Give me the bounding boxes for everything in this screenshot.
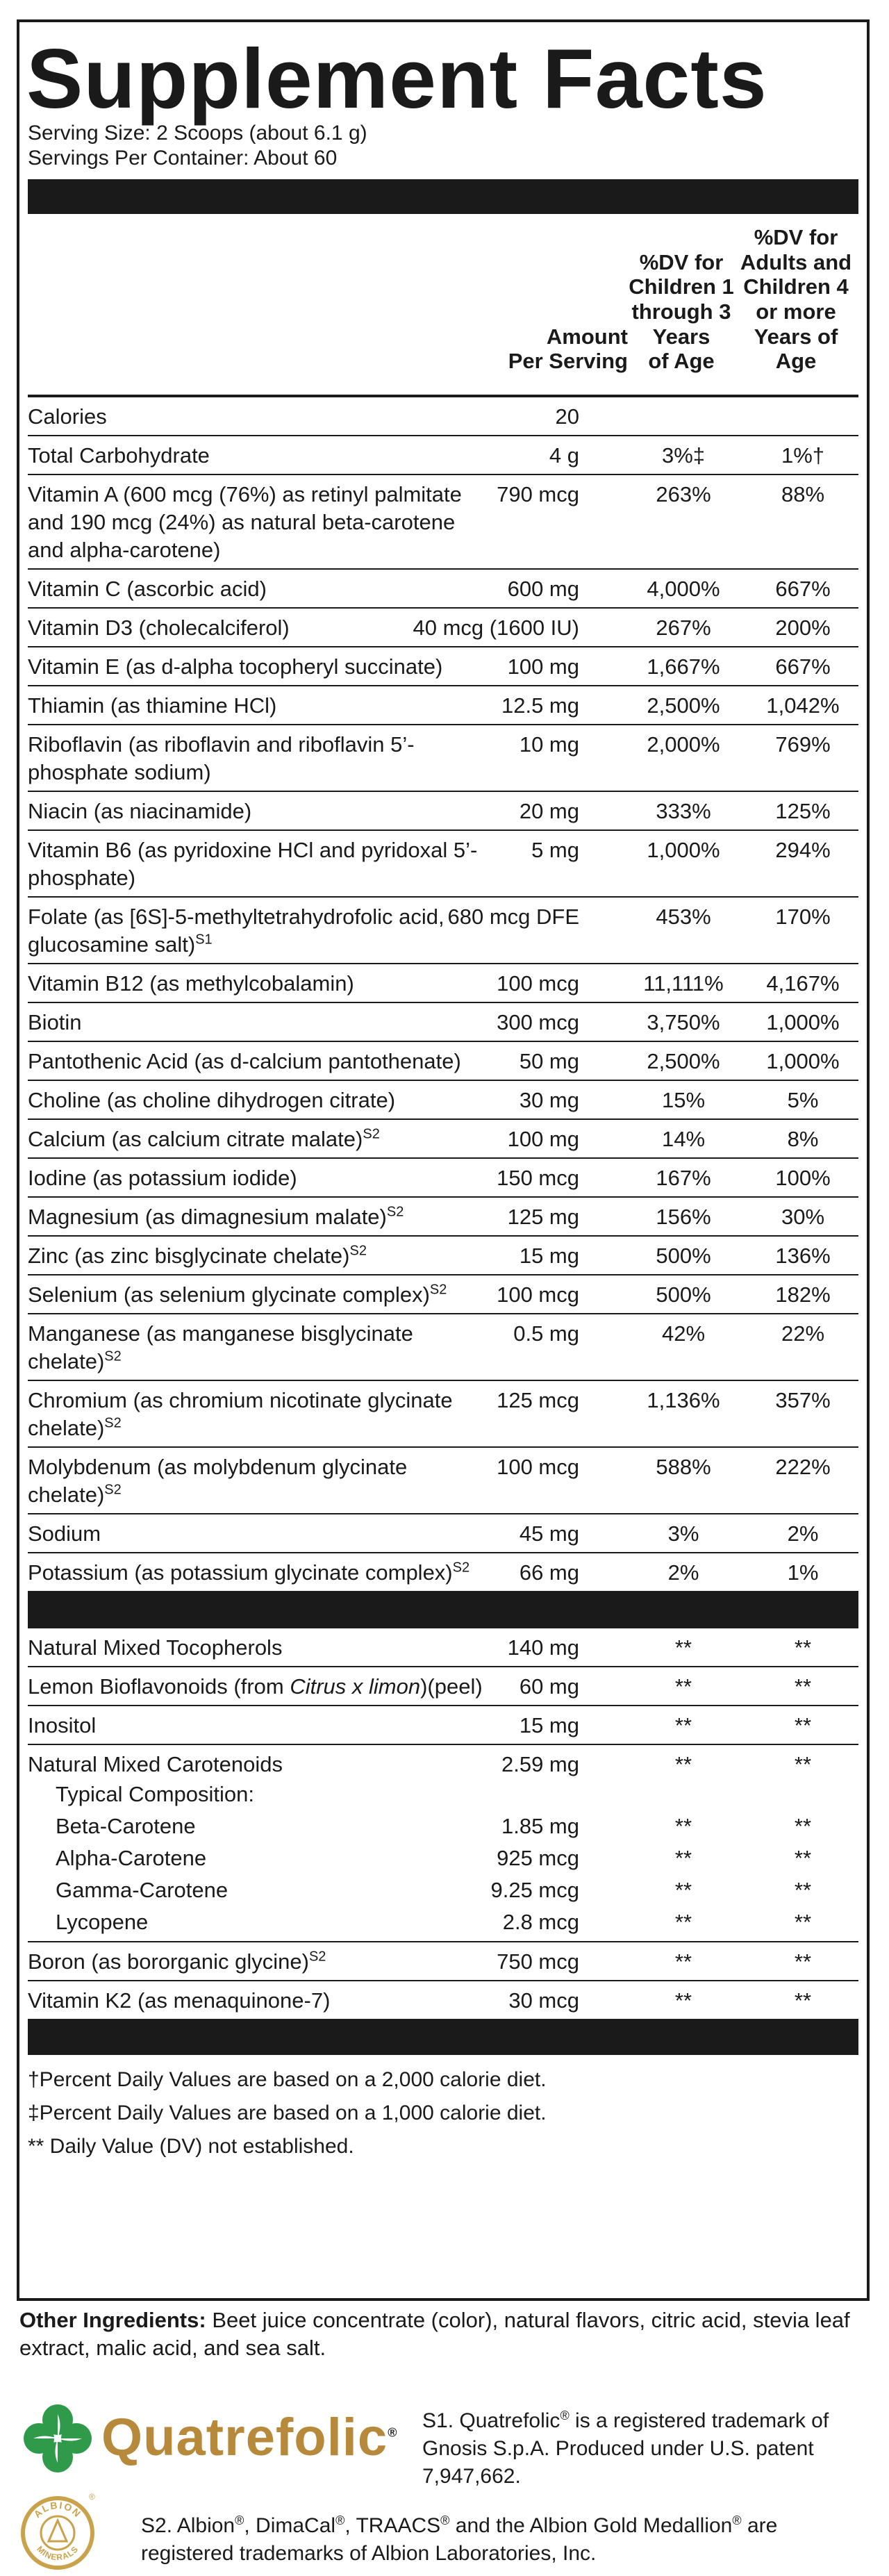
table-row — [28, 685, 858, 724]
table-row: Vitamin K2 (as menaquinone-7) 30 mcg ** ** — [28, 1980, 858, 2019]
dv-children: 3%‡ — [661, 443, 706, 468]
table-row: Boron (as bororganic glycine)$^{S2}$ 750 mcg ** ** — [28, 1941, 858, 1980]
nutrient-name: Riboflavin (as riboflavin and riboflavin 5’-phosphate sodium) — [28, 732, 415, 784]
footnote: ‡Percent Daily Values are based on a 1,000 calorie diet. — [28, 2102, 547, 2124]
nutrient-amount: 50 mg — [519, 1049, 579, 1073]
supplement-facts-panel — [17, 19, 870, 2301]
nutrient-name: Calcium (as calcium citrate malate)$^{S2}$ — [28, 1126, 380, 1151]
nutrient-amount: 5 mg — [531, 838, 579, 862]
nutrient-name: Vitamin B6 (as pyridoxine HCl and pyridoxal 5’-phosphate) — [28, 838, 478, 890]
other-ingredients-text: Beet juice concentrate (color), natural flavors, citric acid, stevia leaf extract, malic acid, and sea salt. — [19, 2308, 850, 2360]
nutrient-name: Manganese (as manganese bisglycinate chelate)$^{S2}$ — [28, 1321, 413, 1373]
nutrient-amount: 600 mg — [507, 577, 579, 601]
nutrient-name: Calories — [28, 404, 107, 429]
table-row — [28, 829, 858, 896]
nutrient-name: Thiamin (as thiamine HCl) — [28, 693, 277, 718]
dv-adults: 357% — [775, 1388, 831, 1412]
dv-children: 2% — [667, 1560, 699, 1585]
nutrient-name: Biotin — [28, 1010, 82, 1034]
nutrient-name: Vitamin D3 (cholecalciferol) — [28, 616, 290, 640]
nutrient-amount: 100 mcg — [497, 971, 579, 996]
thick-divider — [28, 179, 858, 214]
nutrient-amount: 30 mg — [519, 1088, 579, 1112]
table-row — [28, 724, 858, 791]
nutrient-name: Molybdenum (as molybdenum glycinate chelate)$^{S2}$ — [28, 1455, 408, 1507]
composition-row: Beta-Carotene 1.85 mg ** ** — [56, 1814, 812, 1838]
dv-children: 500% — [656, 1282, 711, 1307]
table-row — [28, 646, 858, 685]
footnotes — [28, 2063, 858, 2163]
table-row — [28, 1313, 858, 1380]
nutrient-amount: 45 mg — [519, 1521, 579, 1546]
table-row — [28, 1513, 858, 1552]
dv-adults: 100% — [775, 1166, 831, 1190]
dv-adults: 1% — [787, 1560, 819, 1585]
table-row — [28, 1274, 858, 1313]
dv-adults: 182% — [775, 1282, 831, 1307]
dv-adults: 88% — [781, 482, 825, 506]
table-row: Inositol 15 mg ** ** — [28, 1705, 858, 1744]
nutrient-amount: 20 — [555, 404, 579, 429]
nutrient-name: Niacin (as niacinamide) — [28, 799, 252, 823]
thick-divider — [28, 2019, 858, 2055]
table-row — [28, 1552, 858, 1591]
dv-children: 1,136% — [647, 1388, 720, 1412]
dv-children: 167% — [656, 1166, 711, 1190]
dv-children: 15% — [661, 1088, 706, 1112]
dv-adults: 1,042% — [766, 693, 840, 718]
table-row — [28, 1002, 858, 1041]
dv-children: 453% — [656, 905, 711, 929]
nutrient-name: Vitamin A (600 mcg (76%) as retinyl palmitate and 190 mcg (24%) as natural beta-carotene and alpha-carotene) — [28, 482, 462, 562]
dv-adults: 30% — [781, 1205, 825, 1229]
dv-children: 156% — [656, 1205, 711, 1229]
column-header — [28, 214, 858, 395]
nutrient-amount: 40 mcg (1600 IU) — [413, 616, 579, 640]
header-amount: Amount Per Serving — [508, 324, 628, 374]
table-row — [28, 896, 858, 963]
table-row — [28, 1196, 858, 1235]
nutrient-amount: 15 mg — [519, 1244, 579, 1268]
table-row-carotenoids: Natural Mixed Carotenoids 2.59 mg ** ** Typical Composition: Beta-Carotene 1.85 mg ** ** Alpha-Carotene 925 mcg ** ** Gamma-Carotene 9.25 mcg ** ** Lycopene 2.8 mcg ** ** — [28, 1744, 858, 1941]
nutrient-amount: 100 mcg — [497, 1282, 579, 1307]
table-row — [28, 963, 858, 1002]
nutrient-name: Zinc (as zinc bisglycinate chelate)$^{S2}$ — [28, 1243, 367, 1268]
nutrient-name: Selenium (as selenium glycinate complex)$^{S2}$ — [28, 1282, 447, 1307]
albion-note: S2. Albion®, DimaCal®, TRAACS® and the Albion Gold Medallion® are registered trademarks of Albion Laboratories, Inc. — [141, 2513, 778, 2565]
other-nutrient-table — [28, 1626, 858, 2019]
dv-children: 2,500% — [647, 1049, 720, 1073]
thick-divider — [28, 1591, 858, 1626]
dv-adults: 22% — [781, 1321, 825, 1346]
nutrient-amount: 150 mcg — [497, 1166, 579, 1190]
serving-size: Serving Size: 2 Scoops (about 6.1 g) — [28, 122, 367, 145]
panel-title: Supplement Facts — [26, 31, 767, 126]
header-dv-children: %DV for Children 1 through 3 Years of Age — [629, 249, 734, 374]
dv-adults: 1,000% — [766, 1049, 840, 1073]
table-row — [28, 568, 858, 607]
composition-row: Gamma-Carotene 9.25 mcg ** ** — [56, 1878, 812, 1902]
dv-children: 267% — [656, 616, 711, 640]
albion-medallion-icon — [19, 2493, 96, 2570]
quatrefolic-wordmark: Quatrefolic® — [101, 2408, 398, 2467]
svg-text:®: ® — [89, 2493, 95, 2502]
nutrient-name: Pantothenic Acid (as d-calcium pantothenate) — [28, 1049, 461, 1073]
dv-adults: 2% — [787, 1521, 819, 1546]
dv-adults: 125% — [775, 799, 831, 823]
servings-per-container: Servings Per Container: About 60 — [28, 147, 338, 170]
table-row — [28, 1118, 858, 1157]
header-dv-adults: %DV for Adults and Children 4 or more Years of Age — [740, 225, 852, 374]
dv-adults: 1%† — [781, 443, 825, 468]
nutrient-name: Folate (as [6S]-5-methyltetrahydrofolic acid, glucosamine salt)$^{S1}$ — [28, 905, 444, 957]
quatrefolic-note: S1. Quatrefolic® is a registered trademark of Gnosis S.p.A. Produced under U.S. patent 7,947,662. — [422, 2409, 829, 2488]
nutrient-amount: 125 mcg — [497, 1388, 579, 1412]
nutrient-name: Vitamin C (ascorbic acid) — [28, 577, 267, 601]
table-row — [28, 1041, 858, 1080]
dv-children: 4,000% — [647, 577, 720, 601]
dv-adults: 294% — [775, 838, 831, 862]
svg-text:ALBION: ALBION — [31, 2499, 84, 2520]
dv-adults: 4,167% — [766, 971, 840, 996]
dv-children: 42% — [661, 1321, 706, 1346]
nutrient-name: Choline (as choline dihydrogen citrate) — [28, 1088, 396, 1112]
nutrient-name: Sodium — [28, 1521, 101, 1546]
table-row — [28, 1157, 858, 1196]
nutrient-amount: 0.5 mg — [513, 1321, 579, 1346]
nutrient-name: Magnesium (as dimagnesium malate)$^{S2}$ — [28, 1204, 404, 1229]
dv-children: 1,000% — [647, 838, 720, 862]
other-ingredients — [19, 2306, 874, 2362]
nutrient-amount: 10 mg — [519, 732, 579, 757]
table-row: Natural Mixed Tocopherols 140 mg ** ** — [28, 1626, 858, 1666]
table-row — [28, 791, 858, 829]
nutrient-amount: 12.5 mg — [501, 693, 579, 718]
dv-children: 2,000% — [647, 732, 720, 757]
table-row — [28, 474, 858, 568]
nutrient-name: Total Carbohydrate — [28, 443, 210, 468]
dv-children: 3% — [667, 1521, 699, 1546]
table-row — [28, 1235, 858, 1274]
nutrient-amount: 100 mcg — [497, 1455, 579, 1479]
nutrient-name: Vitamin E (as d-alpha tocopheryl succinate) — [28, 654, 443, 679]
dv-children: 3,750% — [647, 1010, 720, 1034]
nutrient-amount: 100 mg — [507, 654, 579, 679]
nutrient-name: Iodine (as potassium iodide) — [28, 1166, 297, 1190]
table-row — [28, 1446, 858, 1513]
dv-adults: 200% — [775, 616, 831, 640]
other-ingredients-label: Other Ingredients: — [19, 2308, 206, 2332]
dv-adults: 170% — [775, 905, 831, 929]
dv-adults: 769% — [775, 732, 831, 757]
table-row: Lemon Bioflavonoids (from Citrus x limon)(peel) 60 mg ** ** — [28, 1666, 858, 1705]
dv-children: 588% — [656, 1455, 711, 1479]
nutrient-name: Potassium (as potassium glycinate complex)$^{S2}$ — [28, 1560, 470, 1585]
dv-children: 11,111% — [643, 971, 724, 996]
dv-adults: 667% — [775, 577, 831, 601]
table-row — [28, 607, 858, 646]
dv-children: 500% — [656, 1244, 711, 1268]
typical-composition-label: Typical Composition: — [56, 1782, 255, 1806]
dv-adults: 222% — [775, 1455, 831, 1479]
dv-adults: 136% — [775, 1244, 831, 1268]
nutrient-table — [28, 395, 858, 1591]
quatrefolic-section — [19, 2400, 874, 2488]
dv-children: 333% — [656, 799, 711, 823]
table-row — [28, 395, 858, 435]
dv-children: 2,500% — [647, 693, 720, 718]
albion-section — [19, 2493, 874, 2575]
table-row — [28, 1080, 858, 1118]
table-row — [28, 1380, 858, 1446]
composition-row: Lycopene 2.8 mcg ** ** — [56, 1910, 812, 1934]
dv-children: 1,667% — [647, 654, 720, 679]
quatrefolic-clover-icon — [19, 2400, 96, 2477]
dv-children: 263% — [656, 482, 711, 506]
footnote: †Percent Daily Values are based on a 2,000 calorie diet. — [28, 2068, 547, 2091]
dv-adults: 5% — [787, 1088, 819, 1112]
nutrient-amount: 790 mcg — [497, 482, 579, 506]
dv-adults: 8% — [787, 1127, 819, 1151]
composition-row: Alpha-Carotene 925 mcg ** ** — [56, 1846, 812, 1870]
nutrient-amount: 20 mg — [519, 799, 579, 823]
nutrient-name: Vitamin B12 (as methylcobalamin) — [28, 971, 354, 996]
nutrient-amount: 300 mcg — [497, 1010, 579, 1034]
dv-children: 14% — [661, 1127, 706, 1151]
dv-adults: 667% — [775, 654, 831, 679]
nutrient-name: Chromium (as chromium nicotinate glycinate chelate)$^{S2}$ — [28, 1388, 453, 1440]
table-row — [28, 435, 858, 474]
footnote: ** Daily Value (DV) not established. — [28, 2135, 354, 2158]
nutrient-amount: 680 mcg DFE — [447, 905, 579, 929]
nutrient-amount: 100 mg — [507, 1127, 579, 1151]
nutrient-amount: 66 mg — [519, 1560, 579, 1585]
nutrient-amount: 4 g — [549, 443, 579, 468]
svg-text:MINERALS: MINERALS — [35, 2543, 81, 2563]
dv-adults: 1,000% — [766, 1010, 840, 1034]
nutrient-amount: 125 mg — [507, 1205, 579, 1229]
